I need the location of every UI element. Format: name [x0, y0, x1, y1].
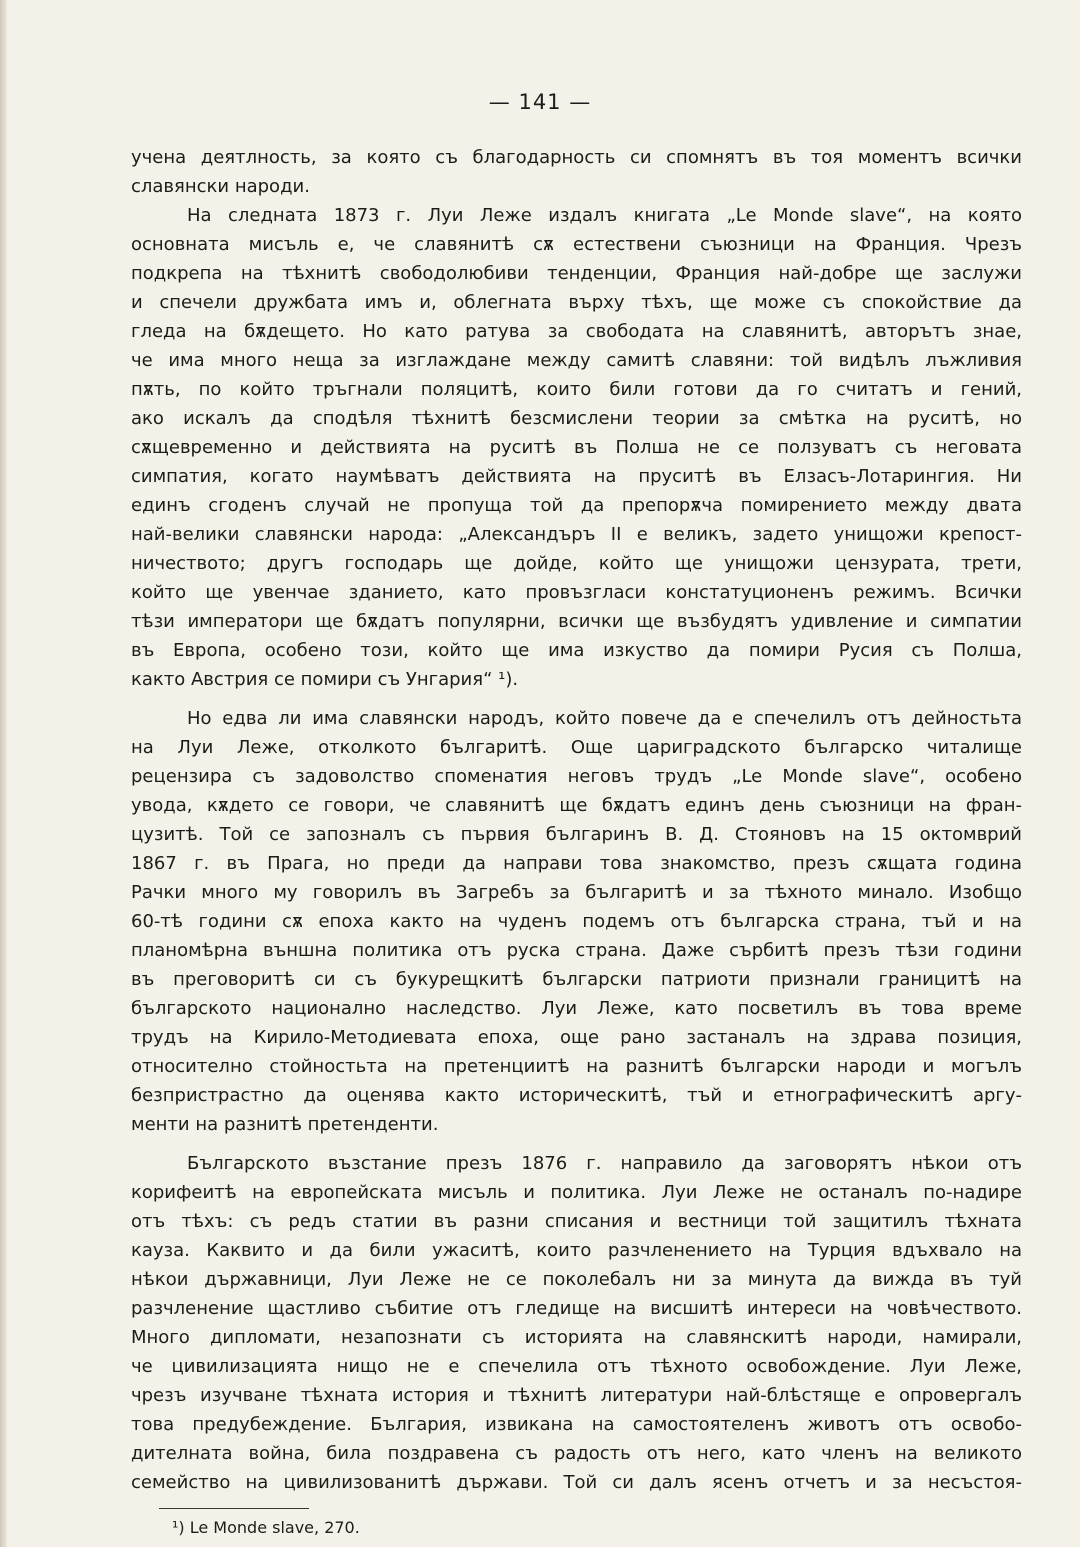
text-line: и спечели дружбата имъ и, облегната върху тѣхъ, ще може съ спокойствие да — [131, 292, 1022, 313]
text-line: Българското възстание презъ 1876 г. направило да заговорятъ нѣкои отъ — [187, 1153, 1022, 1174]
paragraph-gap — [131, 1139, 1022, 1149]
text-line: гледа на бѫдещето. Но като ратува за свободата на славянитѣ, авторътъ знае, — [131, 321, 1022, 342]
text-line: основната мисъль е, че славянитѣ сѫ естествени съюзници на Франция. Чрезъ — [131, 234, 1022, 255]
text-line: въ Европа, особено този, който ще има изкуство да помири Русия съ Полша, — [131, 640, 1022, 661]
text-line: българското национално наследство. Луи Леже, като посветилъ въ това време — [131, 998, 1022, 1019]
text-line: безпристрастно да оценява както историческитѣ, тъй и етнографическитѣ аргу- — [131, 1085, 1022, 1106]
text-line: симпатия, когато наумѣватъ действията на пруситѣ въ Елзасъ-Лотарингия. Ни — [131, 466, 1022, 487]
text-line: относително стойностьта на претенциитѣ на разнитѣ български народи и могълъ — [131, 1056, 1022, 1077]
text-line: това предубеждение. България, извикана на самостоятеленъ животъ отъ освобо- — [131, 1414, 1022, 1435]
text-line: Много дипломати, незапознати съ историята на славянскитѣ народи, намирали, — [131, 1327, 1022, 1348]
text-line: въ преговоритѣ си съ букурещкитѣ български патриоти признали границитѣ на — [131, 969, 1022, 990]
footnote: ¹) Le Monde slave, 270. — [172, 1518, 360, 1537]
text-line: на Луи Леже, отколкото българитѣ. Още цариградското българско читалище — [131, 737, 1022, 758]
footnote-rule — [159, 1508, 309, 1509]
text-line: който ще увенчае зданието, като провъзгласи констатуционенъ режимъ. Всички — [131, 582, 1022, 603]
text-line: трудъ на Кирило-Методиевата епоха, още рано застаналъ на здрава позиция, — [131, 1027, 1022, 1048]
text-line: 1867 г. въ Прага, но преди да направи това знакомство, презъ сѫщата година — [131, 853, 1022, 874]
paragraph-gap — [131, 694, 1022, 704]
text-line: На следната 1873 г. Луи Леже издалъ книгата „Le Monde slave“, на която — [187, 205, 1022, 226]
text-line: увода, кѫдето се говори, че славянитѣ ще бѫдатъ единъ день съюзници на фран- — [131, 795, 1022, 816]
text-line: ако искалъ да сподѣля тѣхнитѣ безсмислени теории за смѣтка на руситѣ, но — [131, 408, 1022, 429]
text-line: единъ сгоденъ случай не пропуща той да препорѫча помирението между двата — [131, 495, 1022, 516]
text-line: планомѣрна външна политика отъ руска страна. Даже сърбитѣ презъ тѣзи години — [131, 940, 1022, 961]
text-line: менти на разнитѣ претенденти. — [131, 1114, 439, 1135]
text-line: сѫщевременно и действията на руситѣ въ Полша не се ползуватъ съ неговата — [131, 437, 1022, 458]
text-line: отъ тѣхъ: съ редъ статии въ разни списания и вестници той защитилъ тѣхната — [131, 1211, 1022, 1232]
page-binding-edge — [0, 0, 7, 1547]
text-line: че има много неща за изглаждане между самитѣ славяни: той видѣлъ лъжливия — [131, 350, 1022, 371]
text-line: славянски народи. — [131, 176, 310, 197]
text-line: корифеитѣ на европейската мисъль и политика. Луи Леже не останалъ по-надире — [131, 1182, 1022, 1203]
text-line: ничеството; другъ господарь ще дойде, който ще унищожи цензурата, трети, — [131, 553, 1022, 574]
text-line: както Австрия се помири съ Унгария“ ¹). — [131, 669, 519, 690]
text-line: семейство на цивилизованитѣ държави. Той си далъ ясенъ отчетъ и за несъстоя- — [131, 1472, 1022, 1493]
text-line: 60-тѣ години сѫ епоха както на чуденъ подемъ отъ българска страна, тъй и на — [131, 911, 1022, 932]
text-line: най-велики славянски народа: „Александъръ II е великъ, задето унищожи крепост- — [131, 524, 1022, 545]
text-line: нѣкои държавници, Луи Леже не се поколебалъ ни за минута да вижда въ туй — [131, 1269, 1022, 1290]
text-line: дителната война, била поздравена съ радость отъ него, като членъ на великото — [131, 1443, 1022, 1464]
text-line: кауза. Каквито и да били ужаситѣ, които разчленението на Турция вдъхвало на — [131, 1240, 1022, 1261]
text-line: тѣзи императори ще бѫдатъ популярни, всички ще възбудятъ удивление и симпатии — [131, 611, 1022, 632]
text-line: цузитѣ. Той се запозналъ съ първия българинъ В. Д. Стояновъ на 15 октомврий — [131, 824, 1022, 845]
page-number: — 141 — — [488, 90, 592, 114]
text-line: подкрепа на тѣхнитѣ свободолюбиви тенденции, Франция най-добре ще заслужи — [131, 263, 1022, 284]
text-line: пѫть, по който тръгнали поляцитѣ, които били готови да го считатъ и гений, — [131, 379, 1022, 400]
text-line: разчленение щастливо събитие отъ гледище на висшитѣ интереси на човѣчеството. — [131, 1298, 1022, 1319]
text-line: Рачки много му говорилъ въ Загребъ за българитѣ и за тѣхното минало. Изобщо — [131, 882, 1022, 903]
text-line: учена деятлность, за която съ благодарность си спомнятъ въ тоя моментъ всички — [131, 147, 1022, 168]
page-body — [131, 143, 1022, 1497]
text-line: чрезъ изучване тѣхната история и тѣхнитѣ литератури най-блѣстяще е опровергалъ — [131, 1385, 1022, 1406]
text-line: че цивилизацията нищо не е спечелила отъ тѣхното освобождение. Луи Леже, — [131, 1356, 1022, 1377]
text-line: рецензира съ задоволство споменатия неговъ трудъ „Le Monde slave“, особено — [131, 766, 1022, 787]
text-line: Но едва ли има славянски народъ, който повече да е спечелилъ отъ дейностьта — [187, 708, 1022, 729]
